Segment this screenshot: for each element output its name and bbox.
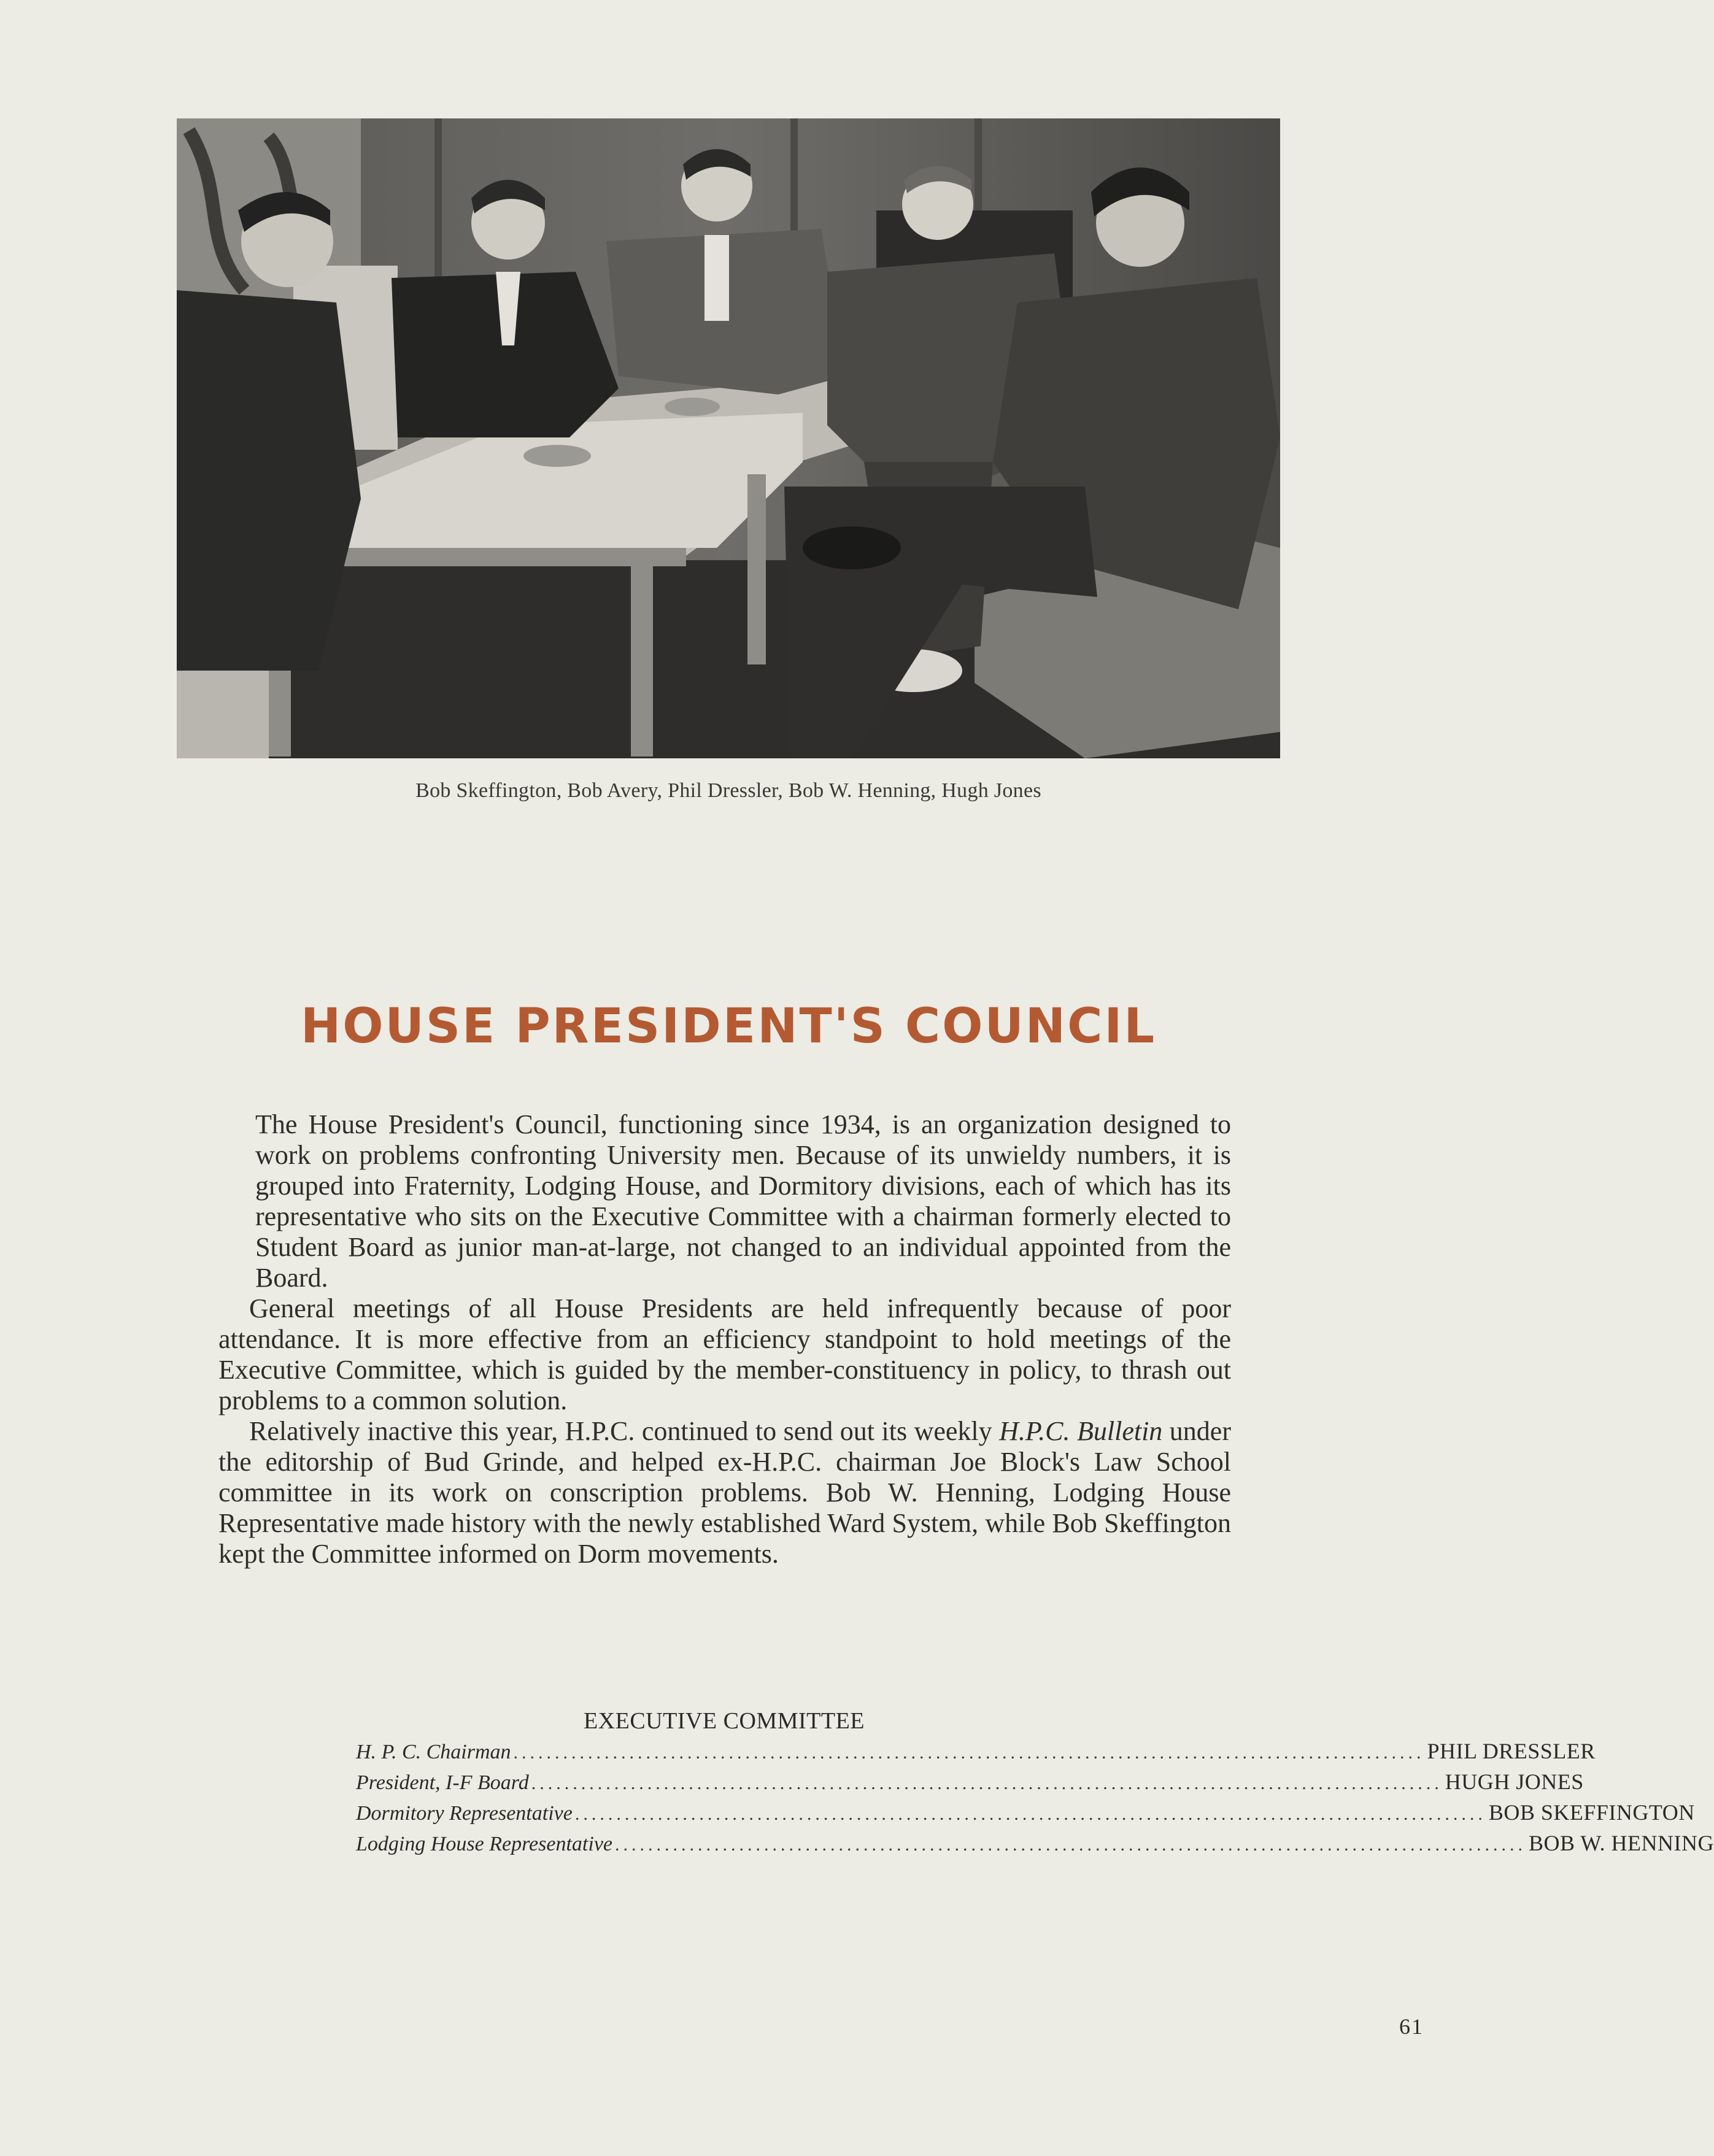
executive-committee [356, 1707, 1714, 1861]
leader-dots: .............................................................................................................. [513, 1742, 1425, 1763]
page-title: HOUSE PRESIDENT'S COUNCIL [300, 999, 1157, 1054]
committee-member: BOB SKEFFINGTON [1488, 1800, 1695, 1825]
paragraph-3-part-a: Relatively inactive this year, H.P.C. continued to send out its weekly [249, 1416, 1000, 1446]
leader-dots: .............................................................................................................. [615, 1835, 1526, 1855]
paragraph-3-part-b: under the editorship of Bud Grinde, and helped ex-H.P.C. chairman Joe Block's Law School committee in its work on conscription problems. Bob W. Henning, Lodging House Representative made history with the newly established Ward System, while Bob Skeffington kept the Committee informed on Dorm movements. [218, 1416, 1231, 1569]
article-body [218, 1109, 1231, 1569]
committee-title: EXECUTIVE COMMITTEE [583, 1708, 865, 1734]
committee-member: HUGH JONES [1445, 1769, 1584, 1794]
leader-dots: .............................................................................................................. [574, 1804, 1486, 1824]
photo-caption: Bob Skeffington, Bob Avery, Phil Dressler, Bob W. Henning, Hugh Jones [415, 779, 1041, 802]
committee-role: H. P. C. Chairman [356, 1741, 511, 1763]
committee-role: Dormitory Representative [356, 1802, 573, 1825]
paragraph-2: General meetings of all House Presidents are held infrequently because of poor attendance. It is more effective from an efficiency standpoint to hold meetings of the Executive Committee, which is guided by the member-constituency in policy, to thrash out problems to a common solution. [218, 1293, 1231, 1415]
committee-row [356, 1738, 1596, 1769]
committee-role: President, I-F Board [356, 1771, 529, 1794]
group-photo [177, 118, 1280, 758]
leader-dots: .............................................................................................................. [531, 1773, 1443, 1793]
committee-row [356, 1830, 1714, 1861]
paragraph-3 [218, 1416, 1231, 1569]
bulletin-title: H.P.C. Bulletin [999, 1416, 1163, 1446]
paragraph-1: The House President's Council, functioning since 1934, is an organization designed to work on problems confronting University men. Because of its unwieldy numbers, it is grouped into Fraternity, Lodging House, and Dormitory divisions, each of which has its representative who sits on the Executive Committee with a chairman formerly elected to Student Board as junior man-at-large, not changed to an individual appointed from the Board. [255, 1109, 1231, 1293]
committee-member: BOB W. HENNING [1529, 1831, 1714, 1855]
committee-row [356, 1800, 1695, 1830]
committee-role: Lodging House Representative [356, 1833, 612, 1855]
committee-member: PHIL DRESSLER [1427, 1739, 1596, 1763]
committee-row [356, 1769, 1584, 1800]
page-number: 61 [1399, 2014, 1424, 2039]
photo-illustration [177, 118, 1280, 758]
